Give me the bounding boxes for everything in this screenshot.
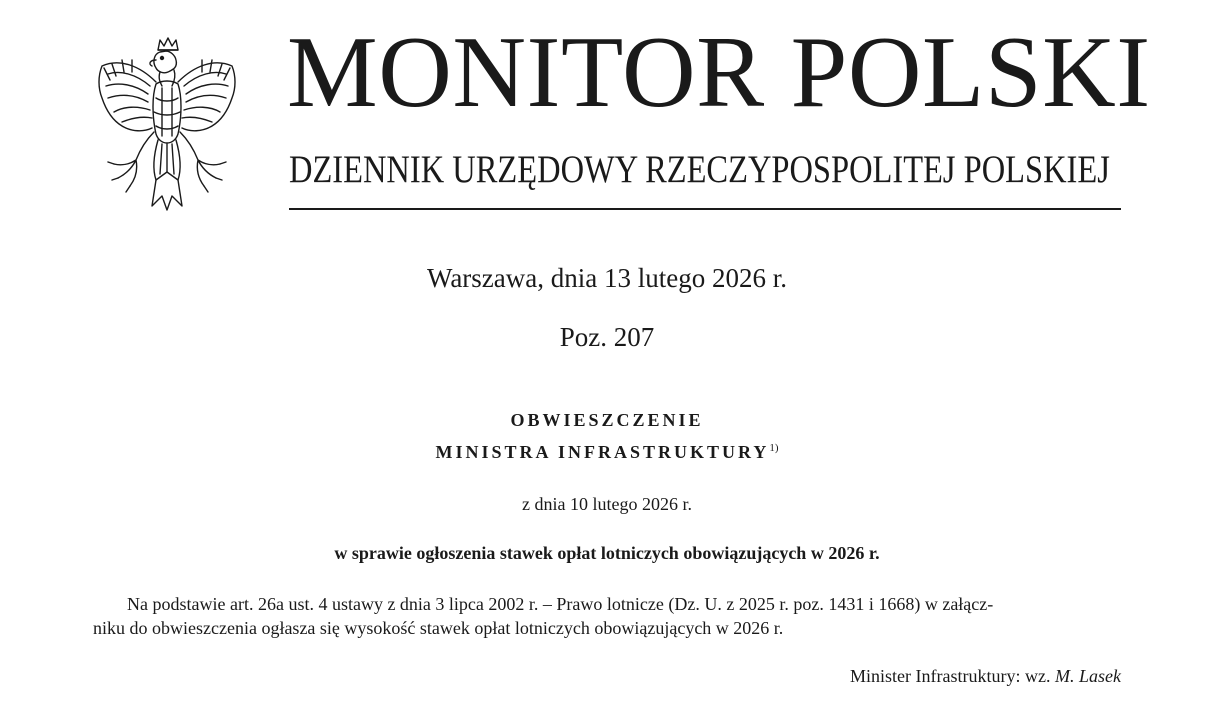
issue-date: Warszawa, dnia 13 lutego 2026 r. <box>427 263 787 293</box>
act-issuer-heading <box>0 442 1214 464</box>
body-line-1: Na podstawie art. 26a ust. 4 ustawy z dnia 3 lipca 2002 r. – Prawo lotnicze (Dz. U. z 2025 r. poz. 1431 i 1668) w załącz- <box>127 594 994 614</box>
white-eagle-emblem-icon <box>90 36 240 212</box>
act-issuer-label: MINISTRA INFRASTRUKTURY <box>435 442 770 462</box>
masthead-subtitle: DZIENNIK URZĘDOWY RZECZYPOSPOLITEJ POLSKIEJ <box>289 148 1110 191</box>
masthead-title: MONITOR POLSKI <box>287 16 1151 129</box>
signature <box>850 666 1121 688</box>
act-type-heading: OBWIESZCZENIE <box>510 410 704 430</box>
act-date: z dnia 10 lutego 2026 r. <box>522 494 692 514</box>
position-number: Poz. 207 <box>559 322 655 352</box>
masthead-divider <box>289 208 1121 210</box>
footnote-reference[interactable]: 1) <box>769 442 779 454</box>
signature-name: M. Lasek <box>1055 666 1121 686</box>
act-body-paragraph <box>93 592 1121 640</box>
act-subject: w sprawie ogłoszenia stawek opłat lotniczych obowiązujących w 2026 r. <box>334 543 880 563</box>
signature-role: Minister Infrastruktury: wz. <box>850 666 1051 686</box>
body-line-2: niku do obwieszczenia ogłasza się wysokość stawek opłat lotniczych obowiązujących w 2026 r. <box>93 618 784 638</box>
